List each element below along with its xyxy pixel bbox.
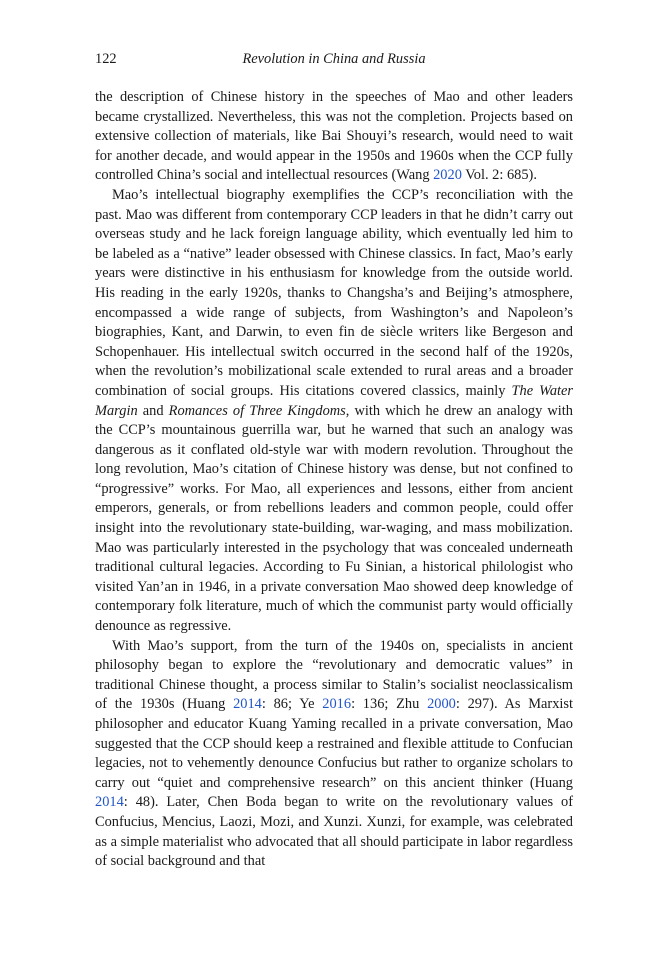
body-paragraph <box>95 186 573 637</box>
citation-year-link[interactable]: 2020 <box>433 167 462 184</box>
text-run: , with which he drew an analogy with the CCP’s mountainous guerrilla war, but he warned that such an analogy was dangerous as it conflated old-style war with modern revolution. Throughout the long revolution, Mao’s citation of Chinese history was dense, but not confined to “progressive” works. For Mao, all experiences and lessons, either from ancient emperors, generals, or from rebellions leaders and common people, could offer insight into the revolutionary state-building, war-waging, and mass mobilization. Mao was particularly interested in the psychology that was concealed underneath traditional cultural legacies. According to Fu Sinian, a historical philologist who visited Yan’an in 1946, in a private conversation Mao showed deep knowledge of contemporary folk literature, much of which the communist party would officially denounce as regressive. <box>95 402 573 635</box>
citation-year-link[interactable]: 2014 <box>233 696 262 713</box>
text-run: : 48). Later, Chen Boda began to write on the revolutionary values of Confucius, Mencius, Laozi, Mozi, and Xunzi. Xunzi, for example, was celebrated as a simple materialist who advocated that all should participate in labor regardless of social background and that <box>95 794 573 870</box>
citation-year-link[interactable]: 2014 <box>95 794 124 811</box>
running-title: Revolution in China and Russia <box>242 51 426 67</box>
page-number: 122 <box>95 51 117 67</box>
body-paragraph <box>95 637 573 872</box>
italic-title: Romances of Three Kingdoms <box>168 402 346 419</box>
citation-year-link[interactable]: 2000 <box>427 696 456 713</box>
text-run: Vol. 2: 685). <box>461 167 537 184</box>
body-paragraph <box>95 88 573 186</box>
text-run: With Mao’s support, from the turn of the 1940s on, specialists in ancient philosophy began to explore the “revolutionary and democratic values” in traditional Chinese thought, a process similar to Stalin’s socialist neoclassicalism of the 1930s (Huang <box>95 637 573 713</box>
text-run: and <box>137 402 169 419</box>
citation-year-link[interactable]: 2016 <box>322 696 352 713</box>
text-run: Mao’s intellectual biography exemplifies the CCP’s reconciliation with the past. Mao was different from contemporary CCP leaders in that he didn’t carry out overseas study and he lack foreign language ability, which eventually led him to be labeled as a “native” leader obsessed with Chinese classics. In fact, Mao’s early years were distinctive in his enthusiasm for knowledge from the outside world. His reading in the early 1920s, thanks to Changsha’s and Beijing’s atmosphere, encompassed a wide range of subjects, from Washington’s and Napoleon’s biographies, Kant, and Darwin, to even fin de siècle writers like Bergeson and Schopenhauer. His intellectual switch occurred in the second half of the 1920s, when the revolution’s mobilizational scale extended to rural areas and a broader combination of social groups. His citations covered classics, mainly <box>95 186 573 399</box>
body-text <box>95 88 573 872</box>
running-head <box>95 48 573 70</box>
text-run: : 136; Zhu <box>351 696 428 713</box>
italic-title: The Water Margin <box>95 382 573 419</box>
text-run: : 297). As Marxist philosopher and educator Kuang Yaming recalled in a private conversation, Mao suggested that the CCP should keep a restrained and flexible attitude to Confucian legacies, not to vehemently denounce Confucius but rather to organize scholars to carry out “quiet and comprehensive research” on this ancient thinker (Huang <box>95 696 574 791</box>
text-run: : 86; Ye <box>261 696 323 713</box>
text-run: the description of Chinese history in the speeches of Mao and other leaders became crystallized. Nevertheless, this was not the completion. Projects based on extensive collection of materials, like Bai Shouyi’s research, would need to wait for another decade, and would appear in the 1950s and 1960s when the CCP fully controlled China’s social and intellectual resources (Wang <box>95 89 573 184</box>
